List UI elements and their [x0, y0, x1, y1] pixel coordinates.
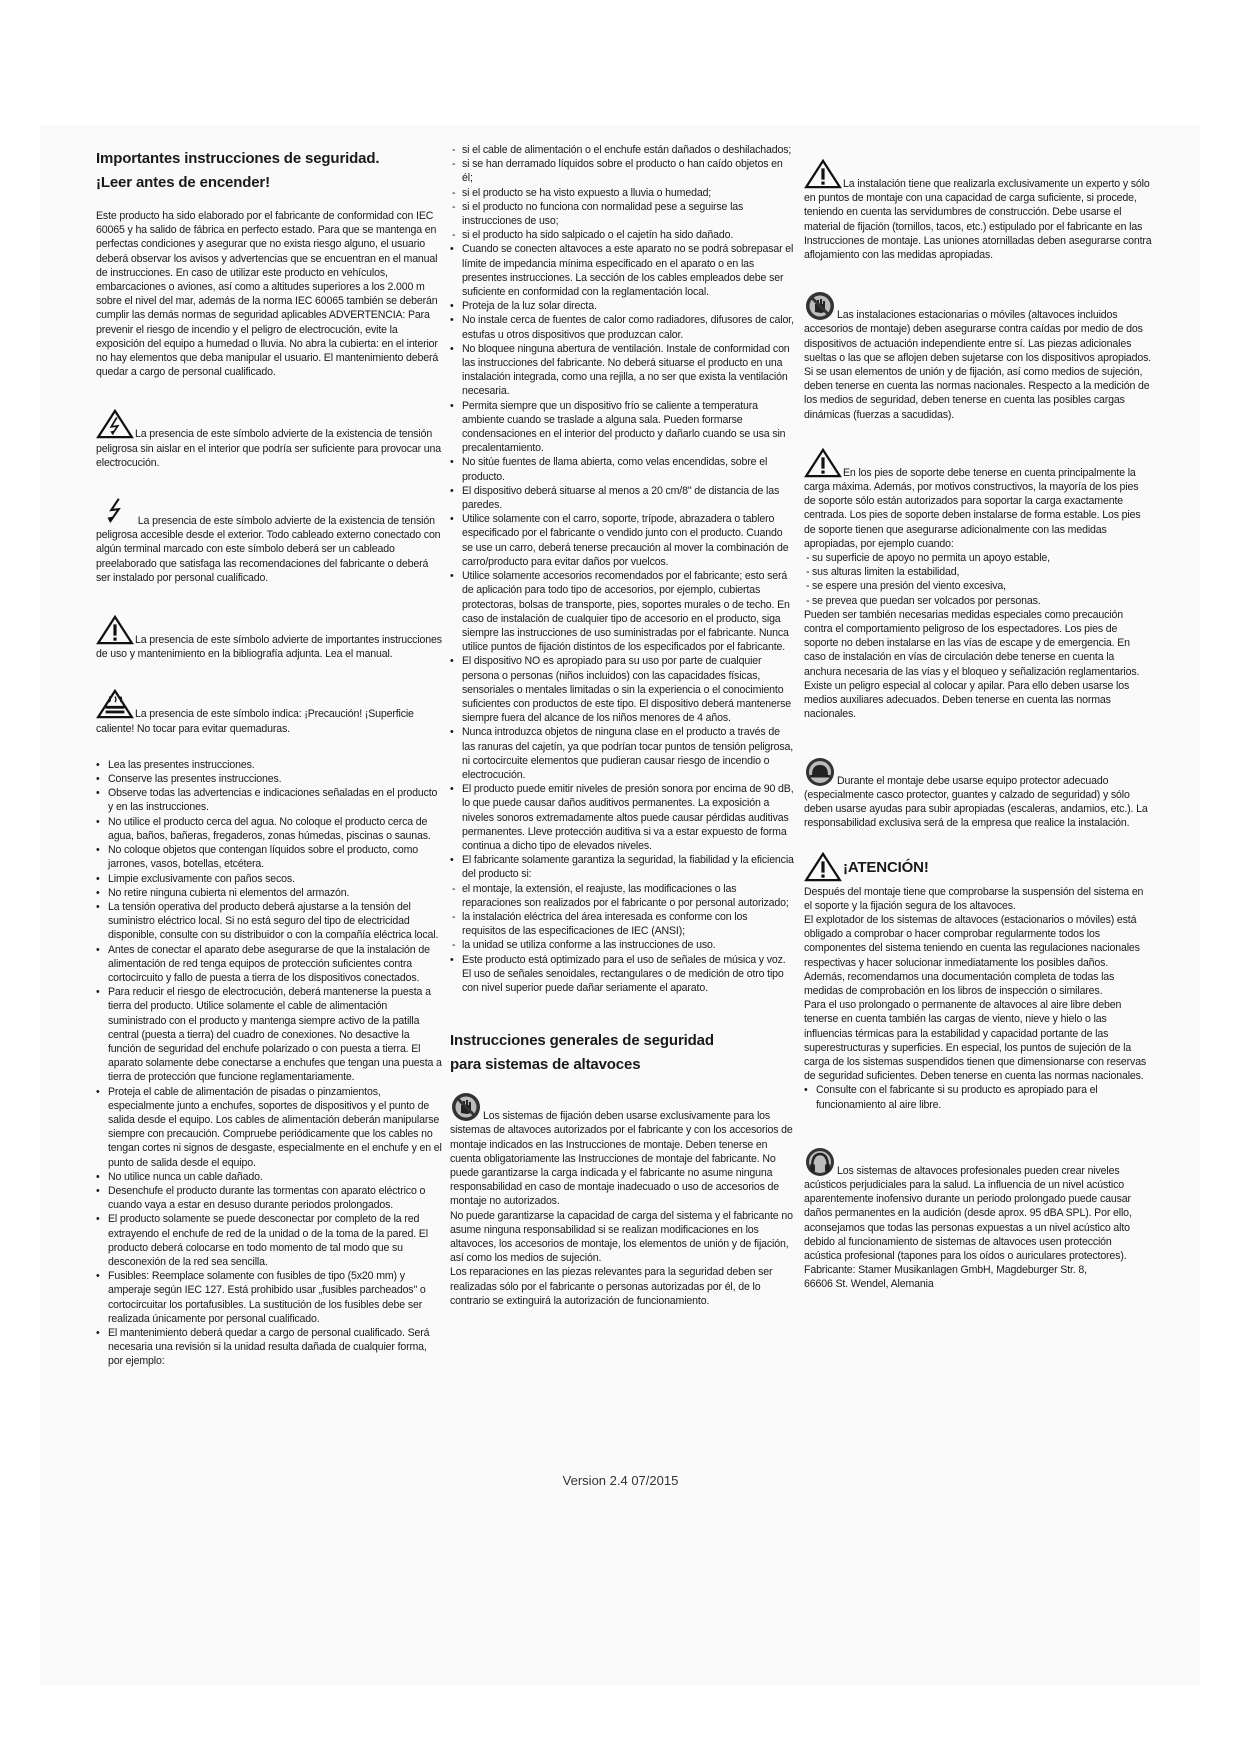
list-item: - el montaje, la extensión, el reajuste, las modificaciones o las reparaciones son realizados por el fabricante o por personal autorizado;	[450, 882, 794, 910]
hearing-paragraph: Los sistemas de altavoces profesionales pueden crear niveles acústicos perjudiciales para la salud. La influencia de un nivel acústico aparentemente inofensivo durante un periodo prolongado puede causar daños permanentes en la audición (desde aprox. 95 dBA SPL). Por ello, aconsejamos que todas las personas expuestas a un nivel acústico alto debido al funcionamiento de sistemas de altavoces usen protección acústica profesional (tapones para los oídos o auriculares protectores).	[804, 1146, 1152, 1263]
list-item: - si el producto no funciona con normalidad pese a seguirse las instrucciones de uso;	[450, 200, 794, 228]
lightning-bolt-icon	[96, 496, 134, 526]
stationary-paragraph: Las instalaciones estacionarias o móviles (altavoces incluidos accesorios de montaje) deben asegurarse contra caídas por medio de dos dispositivos de actuación independiente entre sí. Las piezas adicionales sueltas o las que se aflojen deben sujetarse con los dispositivos apropiados. Si se usan elementos de unión y de fijación, así como medios de sujeción, deben tenerse en cuenta las normas nacionales. Respecto a la medición de los medios de seguridad, deben tenerse en cuenta las posibles cargas dinámicas (fuerzas a sacudidas).	[804, 290, 1152, 422]
atencion-paragraph: Además, recomendamos una documentación completa de todas las medidas de comprobación en los libros de inspección o similares.	[804, 970, 1115, 997]
safety-bullet-list	[96, 758, 444, 1369]
list-item: • No instale cerca de fuentes de calor como radiadores, difusores de calor, estufas u otros dispositivos que produzcan calor.	[450, 313, 794, 341]
list-item: • Limpie exclusivamente con paños secos.	[96, 872, 444, 886]
protective-paragraph: Durante el montaje debe usarse equipo protector adecuado (especialmente casco protector, guantes y calzado de seguridad) y sólo deben usarse ayudas para subir apropiadas (escaleras, andamios, etc.). La responsabilidad exclusiva será de la empresa que realice la instalación.	[804, 756, 1152, 831]
list-item: - sus alturas limiten la estabilidad,	[804, 565, 1152, 579]
lightning-warning-icon	[96, 409, 134, 439]
symbol-paragraph: La presencia de este símbolo advierte de la existencia de tensión peligrosa accesible desde el exterior. Todo cableado externo conectado con algún terminal marcado con este símbolo deberá ser un cableado preelaborado que satisfaga las recomendaciones del fabricante o deberá ser instalado por personal cualificado.	[96, 496, 444, 585]
list-item: - la instalación eléctrica del área interesada es conforme con los requisitos de las especificaciones de IEC (ANSI);	[450, 910, 794, 938]
hot-surface-icon	[96, 689, 134, 719]
list-item: • Desenchufe el producto durante las tormentas con aparato eléctrico o cuando vaya a estar en desuso durante periodos prolongados.	[96, 1184, 444, 1212]
list-item: • No bloquee ninguna abertura de ventilación. Instale de conformidad con las instrucciones del fabricante. No deberá situarse el producto en una instalación integrada, como una rejilla, a no ser que exista la ventilación necesaria.	[450, 342, 794, 399]
exclamation-warning-icon	[804, 159, 842, 189]
list-item: • No sitúe fuentes de llama abierta, como velas encendidas, sobre el producto.	[450, 455, 794, 483]
final-bullet-list	[450, 953, 794, 996]
list-item: • Para reducir el riesgo de electrocución, deberá mantenerse la puesta a tierra del producto. Utilice solamente el cable de alimentación suministrado con el producto y mantenga siempre activo de la patilla central (puesta a tierra) del cuadro de conexiones. No desactive la función de seguridad del enchufe polarizado o con puesta a tierra. El aparato solamente debe conectarse a enchufes que tengan una puesta a tierra de protección que funcione reglamentariamente.	[96, 985, 444, 1084]
list-item: • Cuando se conecten altavoces a este aparato no se podrá sobrepasar el límite de impedancia mínima especificado en el aparato o en las presentes instrucciones. La sección de los cables empleados debe ser suficiente en conformidad con la reglamentación local.	[450, 242, 794, 299]
ear-protection-icon	[804, 1146, 836, 1178]
list-item: • Lea las presentes instrucciones.	[96, 758, 444, 772]
no-access-icon	[804, 290, 836, 322]
stands-dash-list	[804, 551, 1152, 608]
safety-title: Importantes instrucciones de seguridad. ¡Leer antes de encender!	[96, 150, 380, 191]
list-item: • La tensión operativa del producto deberá ajustarse a la tensión del suministro eléctrico local. Si no está seguro del tipo de electricidad disponible, consulte con su distribuidor o con la compañía eléctrica local.	[96, 900, 444, 943]
atencion-paragraph: Después del montaje tiene que comprobarse la suspensión del sistema en el soporte y la fijación segura de los altavoces.	[804, 885, 1144, 912]
safety-bullet-list	[450, 242, 794, 881]
stands-outro: Pueden ser también necesarias medidas especiales como precaución contra el comportamiento peligroso de los espectadores. Los pies de soporte no deben instalarse en las vías de escape y de emergencia. En caso de instalación en vías de circulación debe tenerse en cuenta la anchura necesaria de las vías y el bloqueo y señalización reglamentarios. Existe un peligro especial al colocar y apilar. Para ello deben usarse los medios auxiliares adecuados. Deben tenerse en cuenta las normas nacionales.	[804, 608, 1140, 721]
atencion-heading: ¡ATENCIÓN!	[804, 852, 1152, 884]
load-paragraph: No puede garantizarse la capacidad de carga del sistema y el fabricante no asume ninguna responsabilidad si se realizan modificaciones en los altavoces, los accesorios de montaje, los elementos de unión y de fijación, así como los medios de sujeción.	[450, 1209, 793, 1265]
list-item: • No utilice el producto cerca del agua. No coloque el producto cerca de agua, baños, bañeras, fregaderos, zonas húmedas, piscinas o saunas.	[96, 815, 444, 843]
list-item: • Observe todas las advertencias e indicaciones señaladas en el producto y en las instrucciones.	[96, 786, 444, 814]
no-access-icon	[450, 1091, 482, 1123]
list-item: • El dispositivo deberá situarse al menos a 20 cm/8" de distancia de las paredes.	[450, 484, 794, 512]
version-footer: Version 2.4 07/2015	[562, 1473, 679, 1488]
speaker-systems-title: Instrucciones generales de seguridad para sistemas de altavoces	[450, 1032, 714, 1074]
list-item: • Este producto está optimizado para el uso de señales de música y voz. El uso de señales senoidales, rectangulares o de medición de otro tipo con nivel superior puede dañar seriamente el aparato.	[450, 953, 794, 996]
list-item: • El mantenimiento deberá quedar a cargo de personal cualificado. Será necesaria una revisión si la unidad resulta dañada de cualquier forma, por ejemplo:	[96, 1326, 444, 1369]
list-item: • El producto solamente se puede desconectar por completo de la red extrayendo el enchufe de red de la unidad o de la toma de la pared. El producto deberá colocarse en todo momento de tal modo que su desconexión de la red sea sencilla.	[96, 1212, 444, 1269]
list-item: • Antes de conectar el aparato debe asegurarse de que la instalación de alimentación de red tenga equipos de protección suficientes contra cortocircuito y fallo de puesta a tierra de los dispositivos conectados.	[96, 943, 444, 986]
list-item: • No utilice nunca un cable dañado.	[96, 1170, 444, 1184]
list-item: • Conserve las presentes instrucciones.	[96, 772, 444, 786]
exclamation-warning-icon	[804, 852, 842, 882]
exclamation-warning-icon	[96, 615, 134, 645]
list-item: - si el producto ha sido salpicado o el cajetín ha sido dañado.	[450, 228, 794, 242]
helmet-icon	[804, 756, 836, 788]
list-item: • Nunca introduzca objetos de ninguna clase en el producto a través de las ranuras del cajetín, ya que podrían tocar puntos de tensión peligrosa, ni cortocircuite elementos que pudieran causar riesgo de incendio o electrocución.	[450, 725, 794, 782]
column-left	[96, 147, 444, 1369]
list-item: • Permita siempre que un dispositivo frío se caliente a temperatura ambiente cuando se traslade a alguna sala. Pueden formarse condensaciones en el interior del producto y dañarlo cuando se usa sin precalentamiento.	[450, 399, 794, 456]
list-item: - si el producto se ha visto expuesto a lluvia o humedad;	[450, 186, 794, 200]
intro-paragraph: Este producto ha sido elaborado por el fabricante de conformidad con IEC 60065 y ha salido de fábrica en perfecto estado. Para que se mantenga en perfectas condiciones y asegurar que no exista riesgo alguno, el usuario deberá observar los avisos y advertencias que se encuentran en el manual de instrucciones. En caso de utilizar este producto en vehículos, embarcaciones o aviones, así como a altitudes superiores a los 2.000 m sobre el nivel del mar, además de la norma IEC 60065 también se deberán cumplir las demás normas de seguridad aplicables ADVERTENCIA: Para prevenir el riesgo de incendio y el peligro de electrocución, evite la exposición del equipo a humedad o lluvia. No abra la cubierta: en el interior no hay elementos que deba manipular el usuario. El mantenimiento deberá quedar a cargo de personal cualificado.	[96, 210, 439, 379]
page-sheet	[40, 125, 1200, 1685]
list-item: • Utilice solamente con el carro, soporte, trípode, abrazadera o tablero especificado por el fabricante o vendido junto con el producto. Cuando se use un carro, deberá tenerse precaución al mover la combinación de carro/producto para evitar daños por vuelcos.	[450, 512, 794, 569]
symbol-paragraph: La presencia de este símbolo advierte de importantes instrucciones de uso y mantenimiento en la bibliografía adjunta. Lea el manual.	[96, 615, 444, 661]
symbol-paragraph: La presencia de este símbolo advierte de la existencia de tensión peligrosa sin aislar en el interior que podría ser suficiente para provocar una electrocución.	[96, 409, 444, 470]
symbol-paragraph: La presencia de este símbolo indica: ¡Precaución! ¡Superficie caliente! No tocar para evitar quemaduras.	[96, 689, 444, 735]
atencion-bullet-list	[804, 1083, 1152, 1111]
manufacturer-line: 66606 St. Wendel, Alemania	[804, 1278, 934, 1291]
damage-dash-list	[450, 143, 794, 242]
installation-paragraph: La instalación tiene que realizarla exclusivamente un experto y sólo en puntos de montaje con una capacidad de carga suficiente, si procede, teniendo en cuenta las servidumbres de construcción. Debe usarse el material de fijación (tornillos, tacos, etc.) estipulado por el fabricante en las Instrucciones de montaje. Las uniones atornilladas deben asegurarse contra aflojamiento con las medidas apropiadas.	[804, 159, 1152, 262]
list-item: - se espere una presión del viento excesiva,	[804, 579, 1152, 593]
repair-paragraph: Los reparaciones en las piezas relevantes para la seguridad deben ser realizadas sólo por el fabricante o personas autorizadas por él, de lo contrario se extinguirá la autorización de funcionamiento.	[450, 1266, 773, 1307]
list-item: • Proteja de la luz solar directa.	[450, 299, 794, 313]
list-item: - su superficie de apoyo no permita un apoyo estable,	[804, 551, 1152, 565]
list-item: • El producto puede emitir niveles de presión sonora por encima de 90 dB, lo que puede causar daños auditivos permanentes. La exposición a niveles sonoros extremadamente altos puede causar pérdidas auditivas permanentes. Lleve protección auditiva si va a estar expuesto de forma continua a dicho tipo de elevados niveles.	[450, 782, 794, 853]
list-item: • Utilice solamente accesorios recomendados por el fabricante; esto será de aplicación para todo tipo de accesorios, por ejemplo, cubiertas protectoras, bolsas de transporte, pies, soportes murales o de techo. En caso de instalación de cualquier tipo de accesorio en el producto, siga siempre las instrucciones de uso suministradas por el fabricante. Nunca utilice puntos de fijación distintos de los especificados por el fabricante.	[450, 569, 794, 654]
conditions-dash-list	[450, 882, 794, 953]
column-right	[804, 147, 1152, 1292]
list-item: • No retire ninguna cubierta ni elementos del armazón.	[96, 886, 444, 900]
list-item: • No coloque objetos que contengan líquidos sobre el producto, como jarrones, vasos, botellas, etcétera.	[96, 843, 444, 871]
list-item: • Consulte con el fabricante si su producto es apropiado para el funcionamiento al aire libre.	[804, 1083, 1152, 1111]
list-item: • El dispositivo NO es apropiado para su uso por parte de cualquier persona o personas (niños incluidos) con las capacidades físicas, sensoriales o mentales limitadas o sin la experiencia o el conocimiento suficientes con productos de este tipo. El dispositivo deberá mantenerse siempre fuera del alcance de los niños menores de 4 años.	[450, 654, 794, 725]
list-item: - si el cable de alimentación o el enchufe están dañados o deshilachados;	[450, 143, 794, 157]
list-item: - la unidad se utiliza conforme a las instrucciones de uso.	[450, 938, 794, 952]
fixing-paragraph: Los sistemas de fijación deben usarse exclusivamente para los sistemas de altavoces autorizados por el fabricante y con los accesorios de montaje indicados en las Instrucciones de montaje. Deben tenerse en cuenta obligatoriamente las Instrucciones de montaje del fabricante. No puede garantizarse la carga indicada y el fabricante no asume ninguna responsabilidad en caso de montaje inadecuado o uso de accesorios de montaje no autorizados.	[450, 1091, 794, 1208]
atencion-paragraph: Para el uso prolongado o permanente de altavoces al aire libre deben tenerse en cuenta también las cargas de viento, nieve y hielo o las influencias térmicas para la estabilidad y capacidad portante de las superestructuras y superficies. En especial, los puntos de sujeción de la carga de los sistemas suspendidos tienen que dimensionarse con reservas de seguridad suficientes. Deben tenerse en cuenta las normas nacionales.	[804, 999, 1147, 1083]
list-item: • El fabricante solamente garantiza la seguridad, la fiabilidad y la eficiencia del producto si:	[450, 853, 794, 881]
atencion-paragraph: El explotador de los sistemas de altavoces (estacionarios o móviles) está obligado a comprobar o hacer comprobar regularmente todos los componentes del sistema teniendo en cuenta las regulaciones nacionales respectivas y hacer solucionar inmediatamente los posibles daños.	[804, 913, 1140, 969]
stands-paragraph: En los pies de soporte debe tenerse en cuenta principalmente la carga máxima. Además, por motivos constructivos, la mayoría de los pies de soporte sólo están autorizados para soportar la carga exactamente centrada. Los pies de soporte deben instalarse de forma estable. Los pies de soporte tienen que asegurarse adicionalmente con las medidas apropiadas, por ejemplo cuando:	[804, 448, 1152, 551]
manufacturer-line: Fabricante: Stamer Musikanlagen GmbH, Magdeburger Str. 8,	[804, 1264, 1087, 1277]
exclamation-warning-icon	[804, 448, 842, 478]
column-middle	[450, 143, 794, 1308]
list-item: - se prevea que puedan ser volcados por personas.	[804, 594, 1152, 608]
list-item: • Fusibles: Reemplace solamente con fusibles de tipo (5x20 mm) y amperaje según IEC 127. Está prohibido usar „fusibles parcheados" o cortocircuitar los portafusibles. La sustitución de los fusibles debe ser realizada únicamente por personal cualificado.	[96, 1269, 444, 1326]
list-item: - si se han derramado líquidos sobre el producto o han caído objetos en él;	[450, 157, 794, 185]
list-item: • Proteja el cable de alimentación de pisadas o pinzamientos, especialmente junto a enchufes, soportes de dispositivos y el punto de salida desde el equipo. Los cables de alimentación deberán manipularse siempre con precaución. Compruebe periódicamente que los cables no tengan cortes ni signos de desgaste, especialmente en el enchufe y en el punto de salida desde el equipo.	[96, 1085, 444, 1170]
